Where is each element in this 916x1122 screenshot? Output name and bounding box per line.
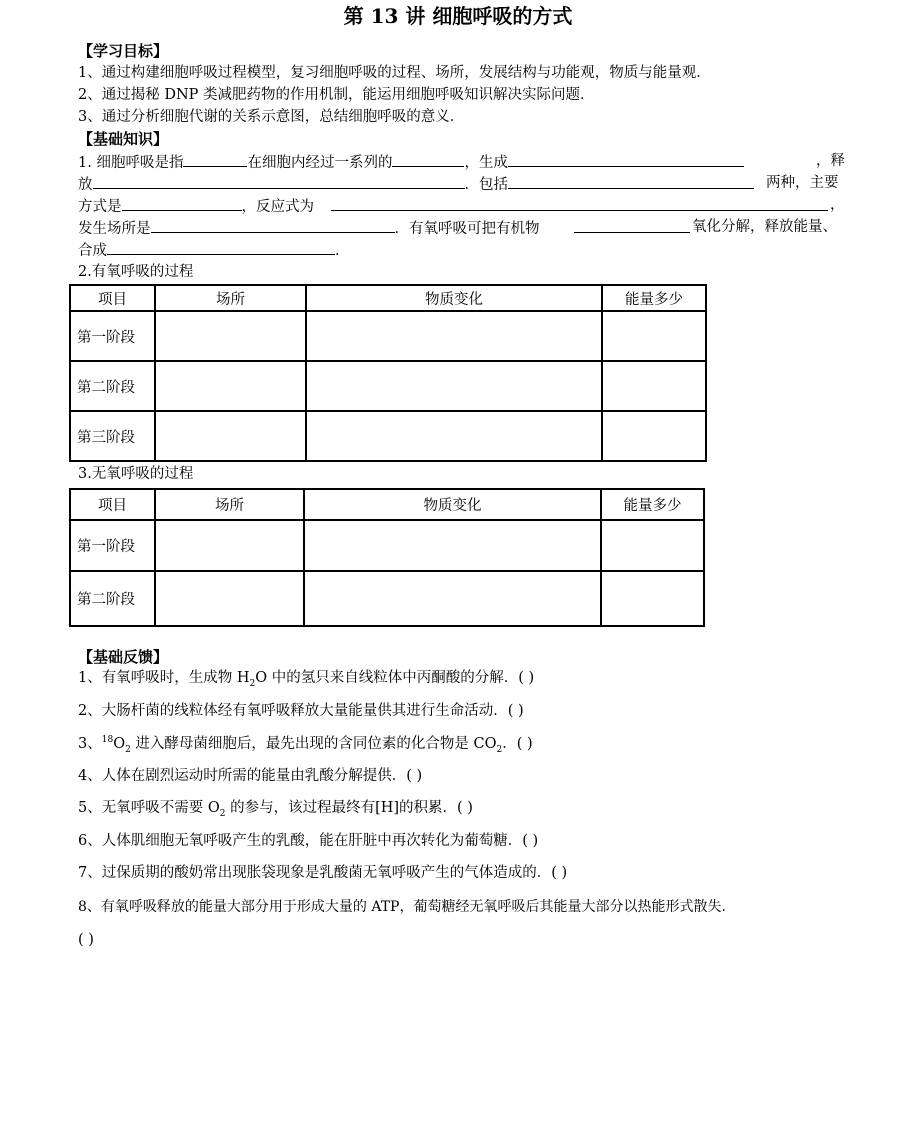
feedback-item: 6、人体肌细胞无氧呼吸产生的乳酸，能在肝脏中再次转化为葡萄糖．( ) xyxy=(78,833,539,849)
text: 两种，主要 xyxy=(766,175,839,191)
answer-cell[interactable] xyxy=(306,411,602,461)
row-label: 第二阶段 xyxy=(70,361,155,411)
objective-item: 2、通过揭秘 DNP 类减肥药物的作用机制，能运用细胞呼吸知识解决实际问题． xyxy=(78,87,595,103)
text: 方式是 xyxy=(78,199,122,215)
fill-blank[interactable] xyxy=(151,216,395,233)
fill-blank[interactable] xyxy=(331,194,828,211)
text: ．有氧呼吸可把有机物 xyxy=(394,221,540,237)
anaerobic-title: 3.无氧呼吸的过程 xyxy=(78,466,194,482)
header-cell: 物质变化 xyxy=(304,489,601,520)
knowledge-heading: 【基础知识】 xyxy=(78,130,169,148)
answer-cell[interactable] xyxy=(601,571,704,626)
text: ，生成 xyxy=(464,155,508,171)
fill-blank[interactable] xyxy=(574,216,690,233)
answer-cell[interactable] xyxy=(602,311,706,361)
row-label: 第一阶段 xyxy=(70,520,155,571)
text: 放 xyxy=(78,177,93,193)
text: 氧化分解，释放能量、 xyxy=(692,219,837,235)
feedback-item xyxy=(78,667,534,689)
superscript: 18 xyxy=(101,735,114,746)
objective-item: 1、通过构建细胞呼吸过程模型，复习细胞呼吸的过程、场所，发展结构与功能观，物质与能量观． xyxy=(78,65,711,81)
fill-blank[interactable] xyxy=(122,194,242,211)
text: 1. 细胞呼吸是指 xyxy=(78,155,184,171)
knowledge-q1-line1 xyxy=(78,150,744,174)
fill-blank[interactable] xyxy=(183,150,247,167)
answer-cell[interactable] xyxy=(155,520,304,571)
feedback-item xyxy=(78,797,473,819)
header-cell: 项目 xyxy=(70,489,155,520)
header-cell: 项目 xyxy=(70,285,155,311)
table-row xyxy=(70,361,706,411)
text: O xyxy=(113,736,126,752)
text: 5、无氧呼吸不需要 O xyxy=(78,800,220,816)
header-cell: 能量多少 xyxy=(601,489,704,520)
header-cell: 能量多少 xyxy=(602,285,706,311)
answer-cell[interactable] xyxy=(155,361,306,411)
text: ．( ) xyxy=(502,736,533,752)
text: 发生场所是 xyxy=(78,221,151,237)
row-label: 第一阶段 xyxy=(70,311,155,361)
text: ．包括 xyxy=(464,177,508,193)
text: 合成 xyxy=(78,243,107,259)
text: ，反应式为 xyxy=(241,199,314,215)
text: 进入酵母菌细胞后，最先出现的含同位素的化合物是 CO xyxy=(130,736,497,752)
text: 1、有氧呼吸时，生成物 H xyxy=(78,670,250,686)
feedback-item: 4、人体在剧烈运动时所需的能量由乳酸分解提供．( ) xyxy=(78,768,423,784)
text: ，释 xyxy=(816,153,845,169)
answer-cell[interactable] xyxy=(601,520,704,571)
page-title: 第 13 讲 细胞呼吸的方式 xyxy=(343,4,573,28)
answer-cell[interactable] xyxy=(602,361,706,411)
answer-cell[interactable] xyxy=(155,311,306,361)
aerobic-table xyxy=(69,284,707,462)
text: ， xyxy=(830,197,845,213)
feedback-answer-paren: ( ) xyxy=(78,932,94,948)
subscript: 2 xyxy=(496,744,503,755)
text: ． xyxy=(335,243,350,259)
feedback-item: 8、有氧呼吸释放的能量大部分用于形成大量的 ATP，葡萄糖经无氧呼吸后其能量大部分以热能形式散失． xyxy=(78,899,736,915)
text: O 中的氢只来自线粒体中丙酮酸的分解．( ) xyxy=(255,670,535,686)
header-cell: 场所 xyxy=(155,489,304,520)
feedback-item: 2、大肠杆菌的线粒体经有氧呼吸释放大量能量供其进行生命活动．( ) xyxy=(78,703,524,719)
knowledge-q1-line3 xyxy=(78,194,314,218)
aerobic-title: 2.有氧呼吸的过程 xyxy=(78,264,194,280)
header-cell: 物质变化 xyxy=(306,285,602,311)
knowledge-q1-line2 xyxy=(78,172,754,196)
answer-cell[interactable] xyxy=(155,571,304,626)
objectives-heading: 【学习目标】 xyxy=(78,42,169,60)
text: 3、 xyxy=(78,736,102,752)
feedback-item: 7、过保质期的酸奶常出现胀袋现象是乳酸菌无氧呼吸产生的气体造成的．( ) xyxy=(78,865,568,881)
fill-blank[interactable] xyxy=(508,172,754,189)
row-label: 第三阶段 xyxy=(70,411,155,461)
fill-blank[interactable] xyxy=(508,150,744,167)
text: 的参与，该过程最终有[H]的积累．( ) xyxy=(225,800,473,816)
feedback-heading: 【基础反馈】 xyxy=(78,648,169,666)
fill-blank[interactable] xyxy=(107,238,335,255)
table-row xyxy=(70,520,704,571)
anaerobic-table xyxy=(69,488,705,627)
table-row xyxy=(70,411,706,461)
subscript: 2 xyxy=(219,808,226,819)
table-header-row xyxy=(70,489,704,520)
answer-cell[interactable] xyxy=(306,361,602,411)
table-row xyxy=(70,311,706,361)
objective-item: 3、通过分析细胞代谢的关系示意图，总结细胞呼吸的意义． xyxy=(78,109,465,125)
knowledge-q1-line4 xyxy=(78,216,540,240)
subscript: 2 xyxy=(249,678,256,689)
fill-blank[interactable] xyxy=(93,172,465,189)
answer-cell[interactable] xyxy=(304,520,601,571)
header-cell: 场所 xyxy=(155,285,306,311)
text: 在细胞内经过一系列的 xyxy=(247,155,393,171)
answer-cell[interactable] xyxy=(304,571,601,626)
row-label: 第二阶段 xyxy=(70,571,155,626)
table-row xyxy=(70,571,704,626)
table-header-row xyxy=(70,285,706,311)
fill-blank[interactable] xyxy=(392,150,464,167)
knowledge-q1-line5 xyxy=(78,238,350,262)
answer-cell[interactable] xyxy=(155,411,306,461)
subscript: 2 xyxy=(125,744,131,755)
answer-cell[interactable] xyxy=(602,411,706,461)
feedback-item xyxy=(78,733,533,755)
answer-cell[interactable] xyxy=(306,311,602,361)
